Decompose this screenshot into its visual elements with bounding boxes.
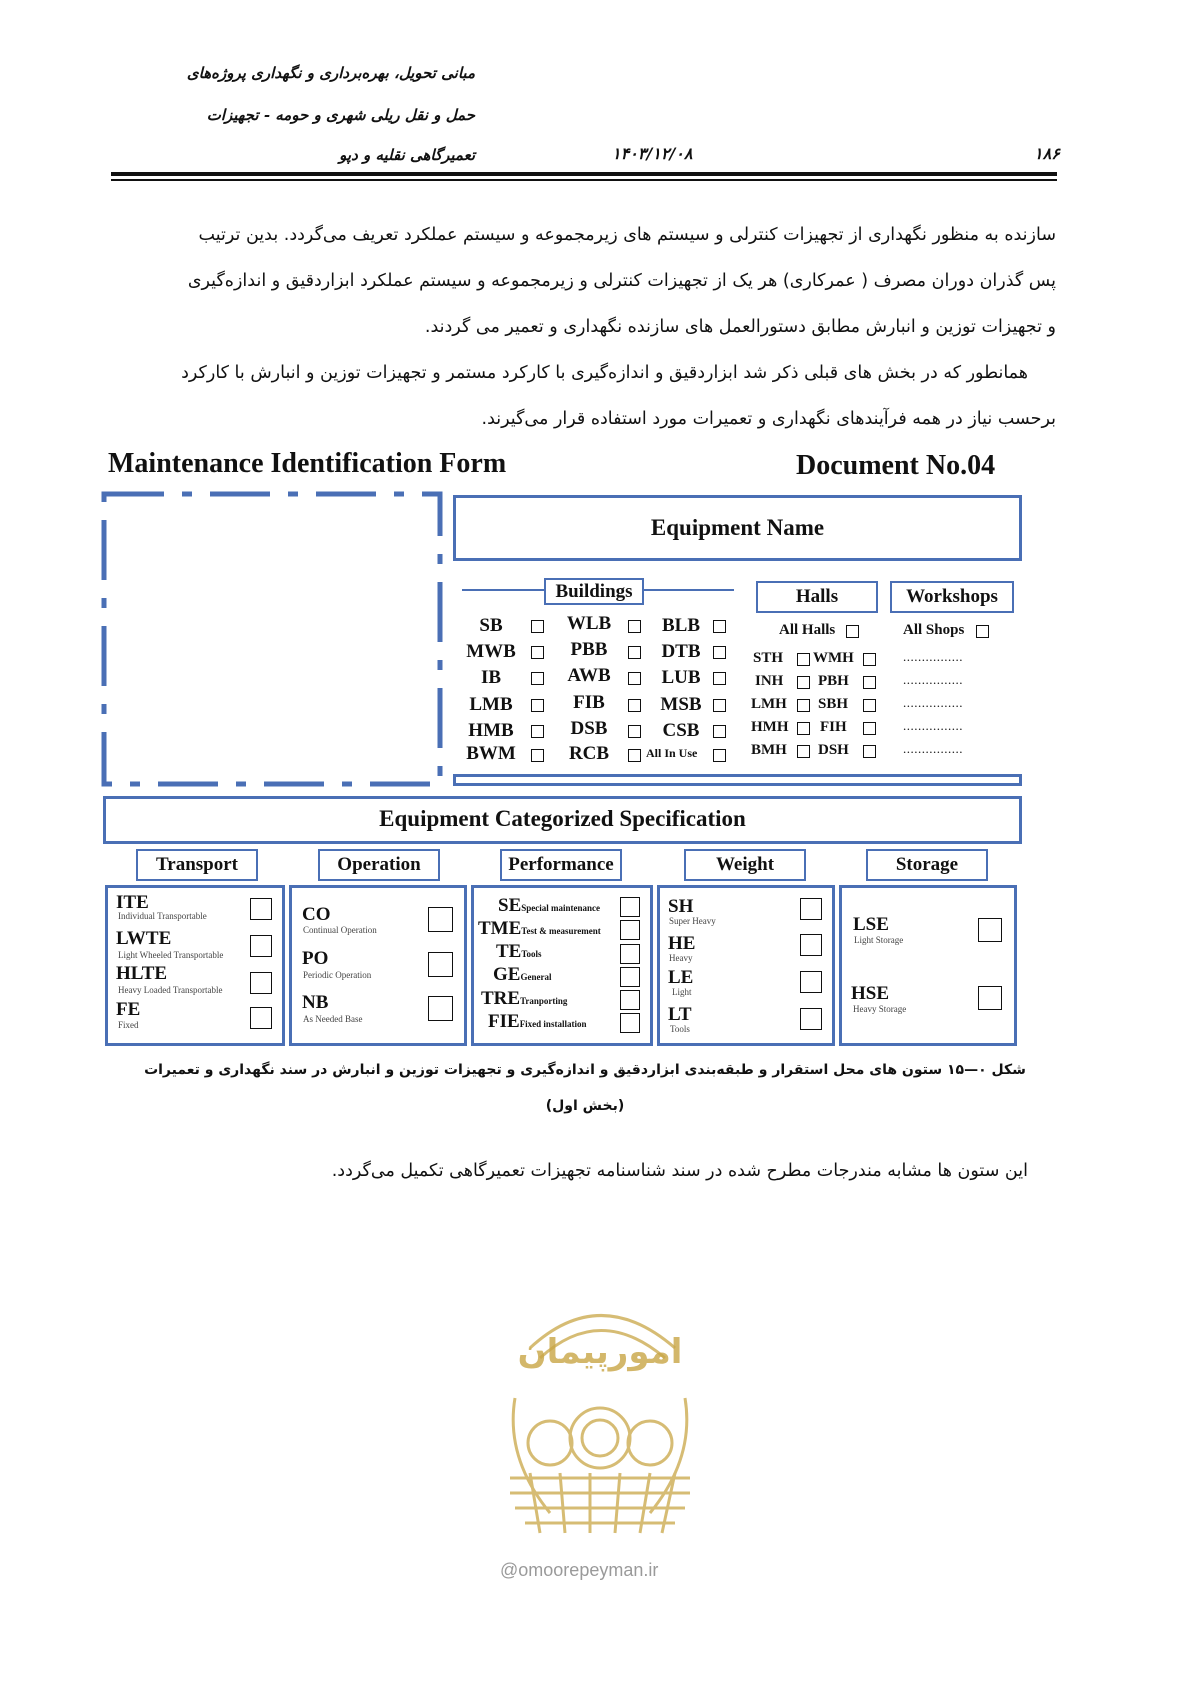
- checkbox-hall-hmh[interactable]: [797, 722, 810, 735]
- hall-pbh: PBH: [818, 673, 849, 689]
- checkbox-bld-wlb[interactable]: [628, 620, 641, 633]
- halls-tab: Halls: [756, 581, 878, 613]
- checkbox-bld-sb[interactable]: [531, 620, 544, 633]
- checkbox-bld-blb[interactable]: [713, 620, 726, 633]
- paragraph-2: [116, 350, 1056, 442]
- checkbox-bld-hmb[interactable]: [531, 725, 544, 738]
- header-rule-thin: [111, 179, 1057, 181]
- checkbox-bld-dtb[interactable]: [713, 646, 726, 659]
- bld-wlb: WLB: [566, 613, 612, 634]
- checkbox-fe[interactable]: [250, 1007, 272, 1029]
- hall-sth: STH: [753, 650, 784, 666]
- checkbox-hall-sbh[interactable]: [863, 699, 876, 712]
- performance-fie: [488, 1012, 586, 1034]
- checkbox-bld-msb[interactable]: [713, 699, 726, 712]
- checkbox-bld-mwb[interactable]: [531, 646, 544, 659]
- weight-code-he: HE: [668, 933, 696, 954]
- bld-pbb: PBB: [570, 639, 608, 660]
- transport-desc-fe: Fixed: [118, 1020, 139, 1030]
- para2-line1: همانطور که در بخش های قبلی ذکر شد ابزاردقیق و اندازه‌گیری با کارکرد مستمر و تجهیزات توزین و انبارش با کارکرد: [181, 363, 1028, 383]
- form-title: Maintenance Identification Form: [108, 448, 507, 479]
- checkbox-hall-dsh[interactable]: [863, 745, 876, 758]
- checkbox-bld-awb[interactable]: [628, 672, 641, 685]
- checkbox-te[interactable]: [620, 944, 640, 964]
- weight-desc-he: Heavy: [669, 953, 693, 963]
- transport-code-hlte: HLTE: [116, 963, 168, 984]
- closing-paragraph: این ستون ها مشابه مندرجات مطرح شده در سند شناسنامه تجهیزات تعمیرگاهی تکمیل می‌گردد.: [331, 1161, 1028, 1181]
- checkbox-bld-rcb[interactable]: [628, 749, 641, 762]
- weight-desc-le: Light: [672, 987, 692, 997]
- header-date: ۱۴۰۳/۱۲/۰۸: [612, 144, 693, 163]
- page-number: ۱۸۶: [1034, 144, 1060, 163]
- operation-desc-nb: As Needed Base: [303, 1014, 363, 1024]
- checkbox-le[interactable]: [800, 971, 822, 993]
- checkbox-hse[interactable]: [978, 986, 1002, 1010]
- watermark-logo: [490, 1278, 710, 1548]
- workshop-line-1[interactable]: ................: [903, 649, 963, 664]
- transport-desc-lwte: Light Wheeled Transportable: [118, 950, 224, 960]
- weight-code-lt: LT: [668, 1004, 692, 1025]
- performance-desc-tre: Tranporting: [520, 996, 568, 1006]
- bld-blb: BLB: [661, 615, 701, 636]
- checkbox-he[interactable]: [800, 934, 822, 956]
- performance-se: [498, 896, 600, 918]
- operation-desc-po: Periodic Operation: [303, 970, 372, 980]
- bld-mwb: MWB: [466, 641, 516, 662]
- checkbox-tre[interactable]: [620, 990, 640, 1010]
- hall-dsh: DSH: [818, 742, 849, 758]
- category-tab-operation: Operation: [318, 849, 440, 881]
- workshops-tab: Workshops: [890, 581, 1014, 613]
- operation-code-co: CO: [302, 904, 331, 925]
- hall-hmh: HMH: [751, 719, 789, 735]
- location-bottom-bar: [453, 774, 1022, 786]
- operation-code-po: PO: [302, 948, 329, 969]
- hall-bmh: BMH: [751, 742, 787, 758]
- hall-fih: FIH: [820, 719, 847, 735]
- performance-desc-ge: General: [520, 972, 552, 982]
- bld-csb: CSB: [662, 720, 700, 741]
- bld-lub: LUB: [661, 667, 701, 688]
- checkbox-se[interactable]: [620, 897, 640, 917]
- checkbox-bld-fib[interactable]: [628, 699, 641, 712]
- para1-line2: پس گذران دوران مصرف ( عمرکاری) هر یک از تجهیزات کنترلی و زیرمجموعه و سیستم عملکرد ابزاردقیق و اندازه‌گیری: [187, 271, 1056, 291]
- performance-code-se: SE: [498, 895, 522, 916]
- performance-desc-tme: Test & measurement: [521, 926, 601, 936]
- checkbox-ite[interactable]: [250, 898, 272, 920]
- para1-line3: و تجهیزات توزین و انبارش مطابق دستورالعمل های سازنده نگهداری و تعمیر می گردند.: [424, 317, 1056, 337]
- category-tab-performance: Performance: [500, 849, 622, 881]
- bld-ib: IB: [480, 667, 502, 688]
- checkbox-bld-dsb[interactable]: [628, 725, 641, 738]
- transport-code-lwte: LWTE: [116, 928, 172, 949]
- storage-code-hse: HSE: [851, 983, 890, 1004]
- storage-code-lse: LSE: [853, 914, 889, 935]
- panel-storage: [839, 885, 1017, 1046]
- performance-code-tre: TRE: [481, 988, 521, 1009]
- checkbox-bld-pbb[interactable]: [628, 646, 641, 659]
- transport-code-ite: ITE: [116, 892, 149, 913]
- bld-bwm: BWM: [466, 743, 516, 764]
- bld-dtb: DTB: [661, 641, 701, 662]
- bld-sb: SB: [479, 615, 503, 636]
- workshop-line-3[interactable]: ................: [903, 695, 963, 710]
- bld-lmb: LMB: [469, 694, 513, 715]
- para2-line2: برحسب نیاز در همه فرآیندهای نگهداری و تعمیرات مورد استفاده قرار می‌گیرند.: [481, 409, 1056, 429]
- checkbox-hall-bmh[interactable]: [797, 745, 810, 758]
- workshop-line-5[interactable]: ................: [903, 741, 963, 756]
- weight-desc-sh: Super Heavy: [669, 916, 716, 926]
- performance-te: [496, 942, 542, 964]
- header-rule-thick: [111, 172, 1057, 176]
- bld-awb: AWB: [567, 665, 611, 686]
- photo-placeholder: [100, 490, 446, 790]
- category-tab-storage: Storage: [866, 849, 988, 881]
- hall-sbh: SBH: [818, 696, 849, 712]
- performance-code-tme: TME: [478, 918, 522, 939]
- spec-title: Equipment Categorized Specification: [379, 806, 746, 831]
- checkbox-po[interactable]: [428, 952, 453, 977]
- document-number: Document No.04: [796, 450, 996, 481]
- checkbox-bld-all-in-use[interactable]: [713, 749, 726, 762]
- bld-dsb: DSB: [570, 718, 608, 739]
- watermark-logo-text: امورپیمان: [517, 1332, 683, 1372]
- checkbox-nb[interactable]: [428, 996, 453, 1021]
- category-tab-transport: Transport: [136, 849, 258, 881]
- checkbox-hall-pbh[interactable]: [863, 676, 876, 689]
- equipment-name-label: Equipment Name: [650, 515, 825, 540]
- weight-code-sh: SH: [668, 896, 694, 917]
- checkbox-bld-ib[interactable]: [531, 672, 544, 685]
- performance-code-te: TE: [496, 941, 522, 962]
- checkbox-sh[interactable]: [800, 898, 822, 920]
- hall-all: All Halls: [779, 622, 836, 638]
- header-title-line1: مبانی تحویل، بهره‌برداری و نگهداری پروژه‌های: [186, 64, 475, 82]
- checkbox-co[interactable]: [428, 907, 453, 932]
- figure-caption: شکل ۰—۱۵ ستون های محل استقرار و طبقه‌بندی ابزاردقیق و اندازه‌گیری و تجهیزات توزین و انبارش در سند نگهداری و تعمیرات: [144, 1062, 1026, 1078]
- watermark-site: [500, 1560, 658, 1581]
- checkbox-workshop-all[interactable]: [976, 625, 989, 638]
- figure-caption-part: (بخش اول): [545, 1098, 625, 1114]
- transport-desc-ite: Individual Transportable: [118, 911, 207, 921]
- checkbox-lt[interactable]: [800, 1008, 822, 1030]
- header-title-line3: تعمیرگاهی نقلیه و دپو: [339, 146, 475, 164]
- checkbox-hlte[interactable]: [250, 972, 272, 994]
- checkbox-fie[interactable]: [620, 1013, 640, 1033]
- bld-fib: FIB: [573, 692, 605, 713]
- weight-code-le: LE: [668, 967, 694, 988]
- checkbox-tme[interactable]: [620, 920, 640, 940]
- checkbox-ge[interactable]: [620, 967, 640, 987]
- checkbox-bld-bwm[interactable]: [531, 749, 544, 762]
- operation-code-nb: NB: [302, 992, 329, 1013]
- performance-tre: [481, 989, 567, 1011]
- hall-lmh: LMH: [751, 696, 787, 712]
- performance-desc-te: Tools: [521, 949, 542, 959]
- paragraph-1: [116, 212, 1056, 350]
- performance-desc-se: Special maintenance: [521, 903, 600, 913]
- performance-ge: [493, 965, 551, 987]
- checkbox-lwte[interactable]: [250, 935, 272, 957]
- checkbox-hall-inh[interactable]: [797, 676, 810, 689]
- watermark-site-text: omoorepeyman.ir: [518, 1560, 659, 1580]
- operation-desc-co: Continual Operation: [303, 925, 377, 935]
- transport-desc-hlte: Heavy Loaded Transportable: [118, 985, 223, 995]
- checkbox-hall-wmh[interactable]: [863, 653, 876, 666]
- workshop-line-4[interactable]: ................: [903, 718, 963, 733]
- performance-code-ge: GE: [493, 964, 521, 985]
- performance-tme: [478, 919, 601, 941]
- weight-desc-lt: Tools: [670, 1024, 690, 1034]
- bld-rcb: RCB: [568, 743, 610, 764]
- hall-inh: INH: [755, 673, 784, 689]
- checkbox-hall-sth[interactable]: [797, 653, 810, 666]
- checkbox-bld-lub[interactable]: [713, 672, 726, 685]
- at-icon: @: [500, 1560, 519, 1580]
- checkbox-hall-all[interactable]: [846, 625, 859, 638]
- workshop-all: All Shops: [903, 622, 965, 638]
- checkbox-hall-lmh[interactable]: [797, 699, 810, 712]
- buildings-tab: Buildings: [544, 578, 644, 605]
- workshop-line-2[interactable]: ................: [903, 672, 963, 687]
- para1-line1: سازنده به منظور نگهداری از تجهیزات کنترلی و سیستم های زیرمجموعه و سیستم عملکرد تعریف می‌گردد. بدین ترتیب: [198, 225, 1056, 245]
- category-tab-weight: Weight: [684, 849, 806, 881]
- bld-hmb: HMB: [468, 720, 514, 741]
- storage-desc-lse: Light Storage: [854, 935, 904, 945]
- checkbox-hall-fih[interactable]: [863, 722, 876, 735]
- performance-desc-fie: Fixed installation: [519, 1019, 587, 1029]
- checkbox-bld-csb[interactable]: [713, 725, 726, 738]
- storage-desc-hse: Heavy Storage: [853, 1004, 907, 1014]
- transport-code-fe: FE: [116, 999, 141, 1020]
- performance-code-fie: FIE: [488, 1011, 520, 1032]
- bld-all-in-use: All In Use: [646, 746, 698, 760]
- bld-msb: MSB: [660, 694, 702, 715]
- checkbox-lse[interactable]: [978, 918, 1002, 942]
- hall-wmh: WMH: [813, 650, 854, 666]
- checkbox-bld-lmb[interactable]: [531, 699, 544, 712]
- header-title-line2: حمل و نقل ریلی شهری و حومه - تجهیزات: [206, 106, 475, 124]
